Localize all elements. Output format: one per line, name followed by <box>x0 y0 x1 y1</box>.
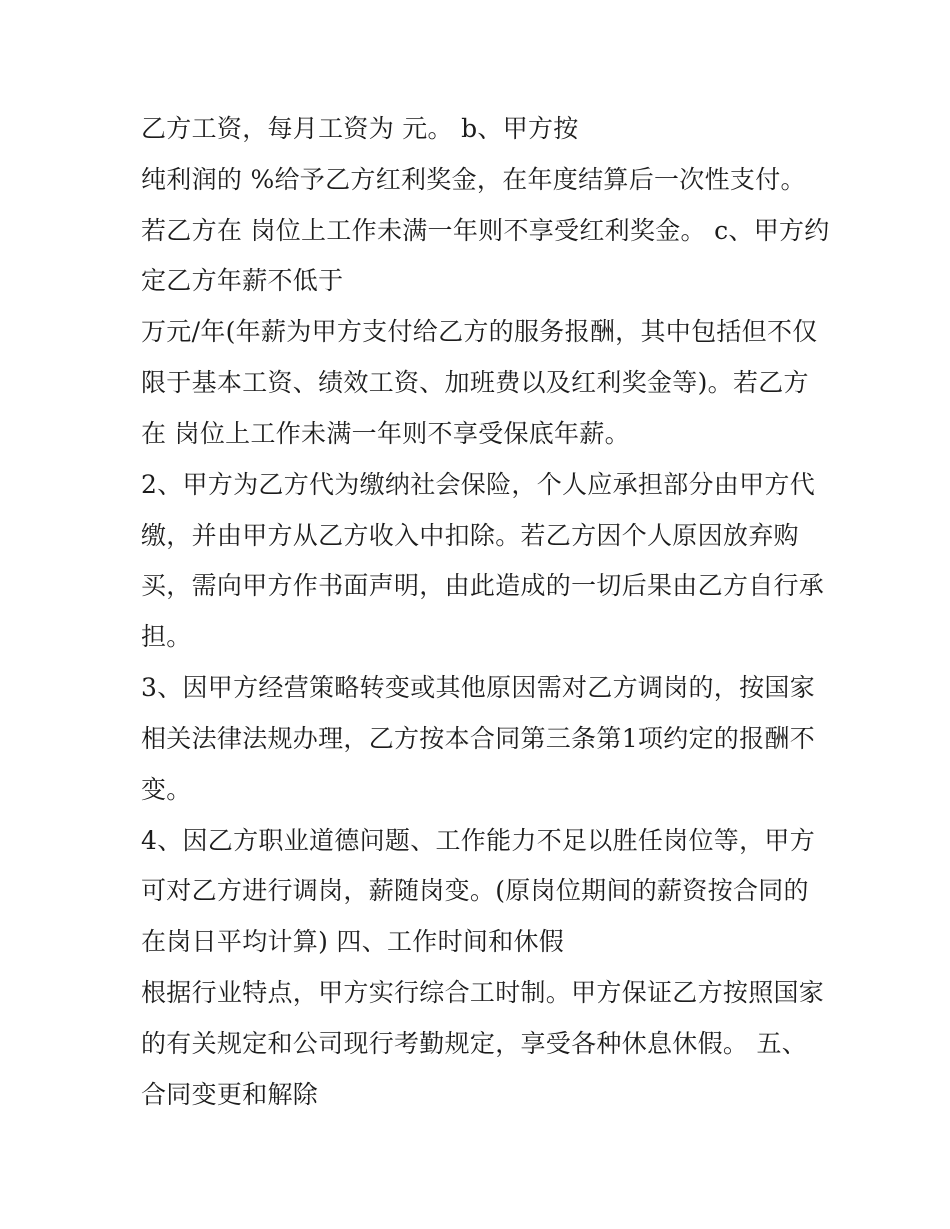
text-line: 2、甲方为乙方代为缴纳社会保险，个人应承担部分由甲方代 <box>141 470 816 499</box>
text-line: 纯利润的 %给予乙方红利奖金，在年度结算后一次性支付。 <box>141 165 806 194</box>
text-line: 缴，并由甲方从乙方收入中扣除。若乙方因个人原因放弃购 <box>141 521 799 550</box>
text-line: 定乙方年薪不低于 <box>141 266 344 295</box>
text-line: 可对乙方进行调岗，薪随岗变。(原岗位期间的薪资按合同的 <box>141 876 809 905</box>
text-line: 4、因乙方职业道德问题、工作能力不足以胜任岗位等，甲方 <box>141 826 816 855</box>
text-line: 变。 <box>141 775 192 804</box>
text-line: 在 岗位上工作未满一年则不享受保底年薪。 <box>141 419 630 448</box>
text-line: 担。 <box>141 622 192 651</box>
text-line: 限于基本工资、绩效工资、加班费以及红利奖金等)。若乙方 <box>141 368 809 397</box>
text-line: 的有关规定和公司现行考勤规定，享受各种休息休假。 五、 <box>141 1029 808 1058</box>
text-line: 相关法律法规办理，乙方按本合同第三条第1项约定的报酬不 <box>141 724 816 753</box>
text-line: 3、因甲方经营策略转变或其他原因需对乙方调岗的，按国家 <box>141 673 816 702</box>
text-line: 在岗日平均计算) 四、工作时间和休假 <box>141 927 565 956</box>
text-line: 根据行业特点，甲方实行综合工时制。甲方保证乙方按照国家 <box>141 978 825 1007</box>
text-line: 买，需向甲方作书面声明，由此造成的一切后果由乙方自行承 <box>141 571 825 600</box>
text-line: 万元/年(年薪为甲方支付给乙方的服务报酬，其中包括但不仅 <box>141 317 818 346</box>
text-line: 若乙方在 岗位上工作未满一年则不享受红利奖金。 c、甲方约 <box>141 216 830 245</box>
text-line: 合同变更和解除 <box>141 1080 319 1109</box>
text-line: 乙方工资，每月工资为 元。 b、甲方按 <box>141 114 579 143</box>
